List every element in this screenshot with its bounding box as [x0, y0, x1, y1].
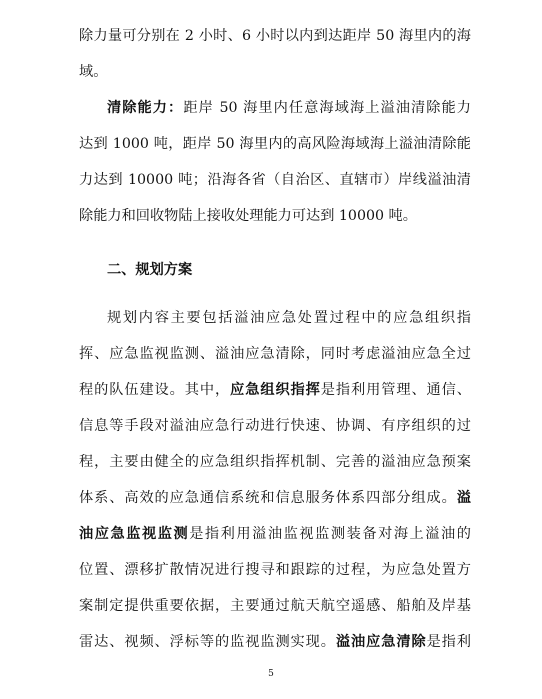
text-span: 程，主要由健全的应急组织指挥机制、完善的溢油应急预案 — [79, 454, 471, 470]
bold-term: 溢 — [456, 490, 471, 506]
text-span: 挥、应急监视监测、溢油应急清除，同时考虑溢油应急全过 — [79, 346, 471, 362]
paragraph-3-line-9 — [79, 596, 471, 616]
paragraph-2-line-2 — [79, 134, 471, 154]
paragraph-3-line-7 — [79, 524, 471, 544]
paragraph-3-line-4 — [79, 416, 471, 436]
paragraph-3-line-6 — [79, 488, 471, 508]
text-span: 程的队伍建设。其中， — [79, 382, 231, 398]
text-span: 位置、漂移扩散情况进行搜寻和跟踪的过程，为应急处置方 — [79, 562, 471, 578]
section-heading: 二、规划方案 — [107, 262, 193, 278]
paragraph-3-line-2 — [79, 344, 471, 364]
text-span: 案制定提供重要依据，主要通过航天航空遥感、船舶及岸基 — [79, 598, 471, 614]
paragraph-3-line-5 — [79, 452, 471, 472]
paragraph-3-line-1 — [107, 308, 471, 328]
text-span: 域。 — [79, 64, 108, 80]
paragraph-1-line-1 — [79, 26, 471, 46]
text-span: 信息等手段对溢油应急行动进行快速、协调、有序组织的过 — [79, 418, 471, 434]
bold-term: 油应急监视监测 — [79, 526, 190, 542]
bold-lead-text: 清除能力： — [107, 100, 184, 116]
text-span: 力达到 10000 吨；沿海各省（自治区、直辖市）岸线溢油清 — [79, 172, 471, 188]
paragraph-2-line-4 — [79, 206, 471, 226]
paragraph-3-line-10 — [79, 632, 471, 652]
text-span: 雷达、视频、浮标等的监视监测实现。 — [79, 634, 336, 650]
paragraph-2-line-3 — [79, 170, 471, 190]
bold-term: 溢油应急清除 — [335, 634, 427, 650]
text-span: 是指利用溢油监视监测装备对海上溢油的 — [189, 526, 471, 542]
text-span: 除能力和回收物陆上接收处理能力可达到 10000 吨。 — [79, 208, 417, 224]
text-span: 距岸 50 海里内任意海域海上溢油清除能力 — [183, 100, 471, 116]
text-span: 体系、高效的应急通信系统和信息服务体系四部分组成。 — [79, 490, 457, 506]
text-span: 除力量可分别在 2 小时、6 小时以内到达距岸 50 海里内的海 — [79, 28, 471, 44]
paragraph-1-line-2 — [79, 62, 471, 82]
page-number: 5 — [268, 669, 274, 679]
text-span: 是指利 — [426, 634, 471, 650]
text-span: 达到 1000 吨，距岸 50 海里内的高风险海域海上溢油清除能 — [79, 136, 471, 152]
text-span: 规划内容主要包括溢油应急处置过程中的应急组织指 — [107, 310, 471, 326]
bold-term: 应急组织指挥 — [230, 382, 321, 398]
paragraph-2-line-1 — [107, 98, 471, 118]
paragraph-3-line-3 — [79, 380, 471, 400]
text-span: 是指利用管理、通信、 — [320, 382, 471, 398]
paragraph-3-line-8 — [79, 560, 471, 580]
